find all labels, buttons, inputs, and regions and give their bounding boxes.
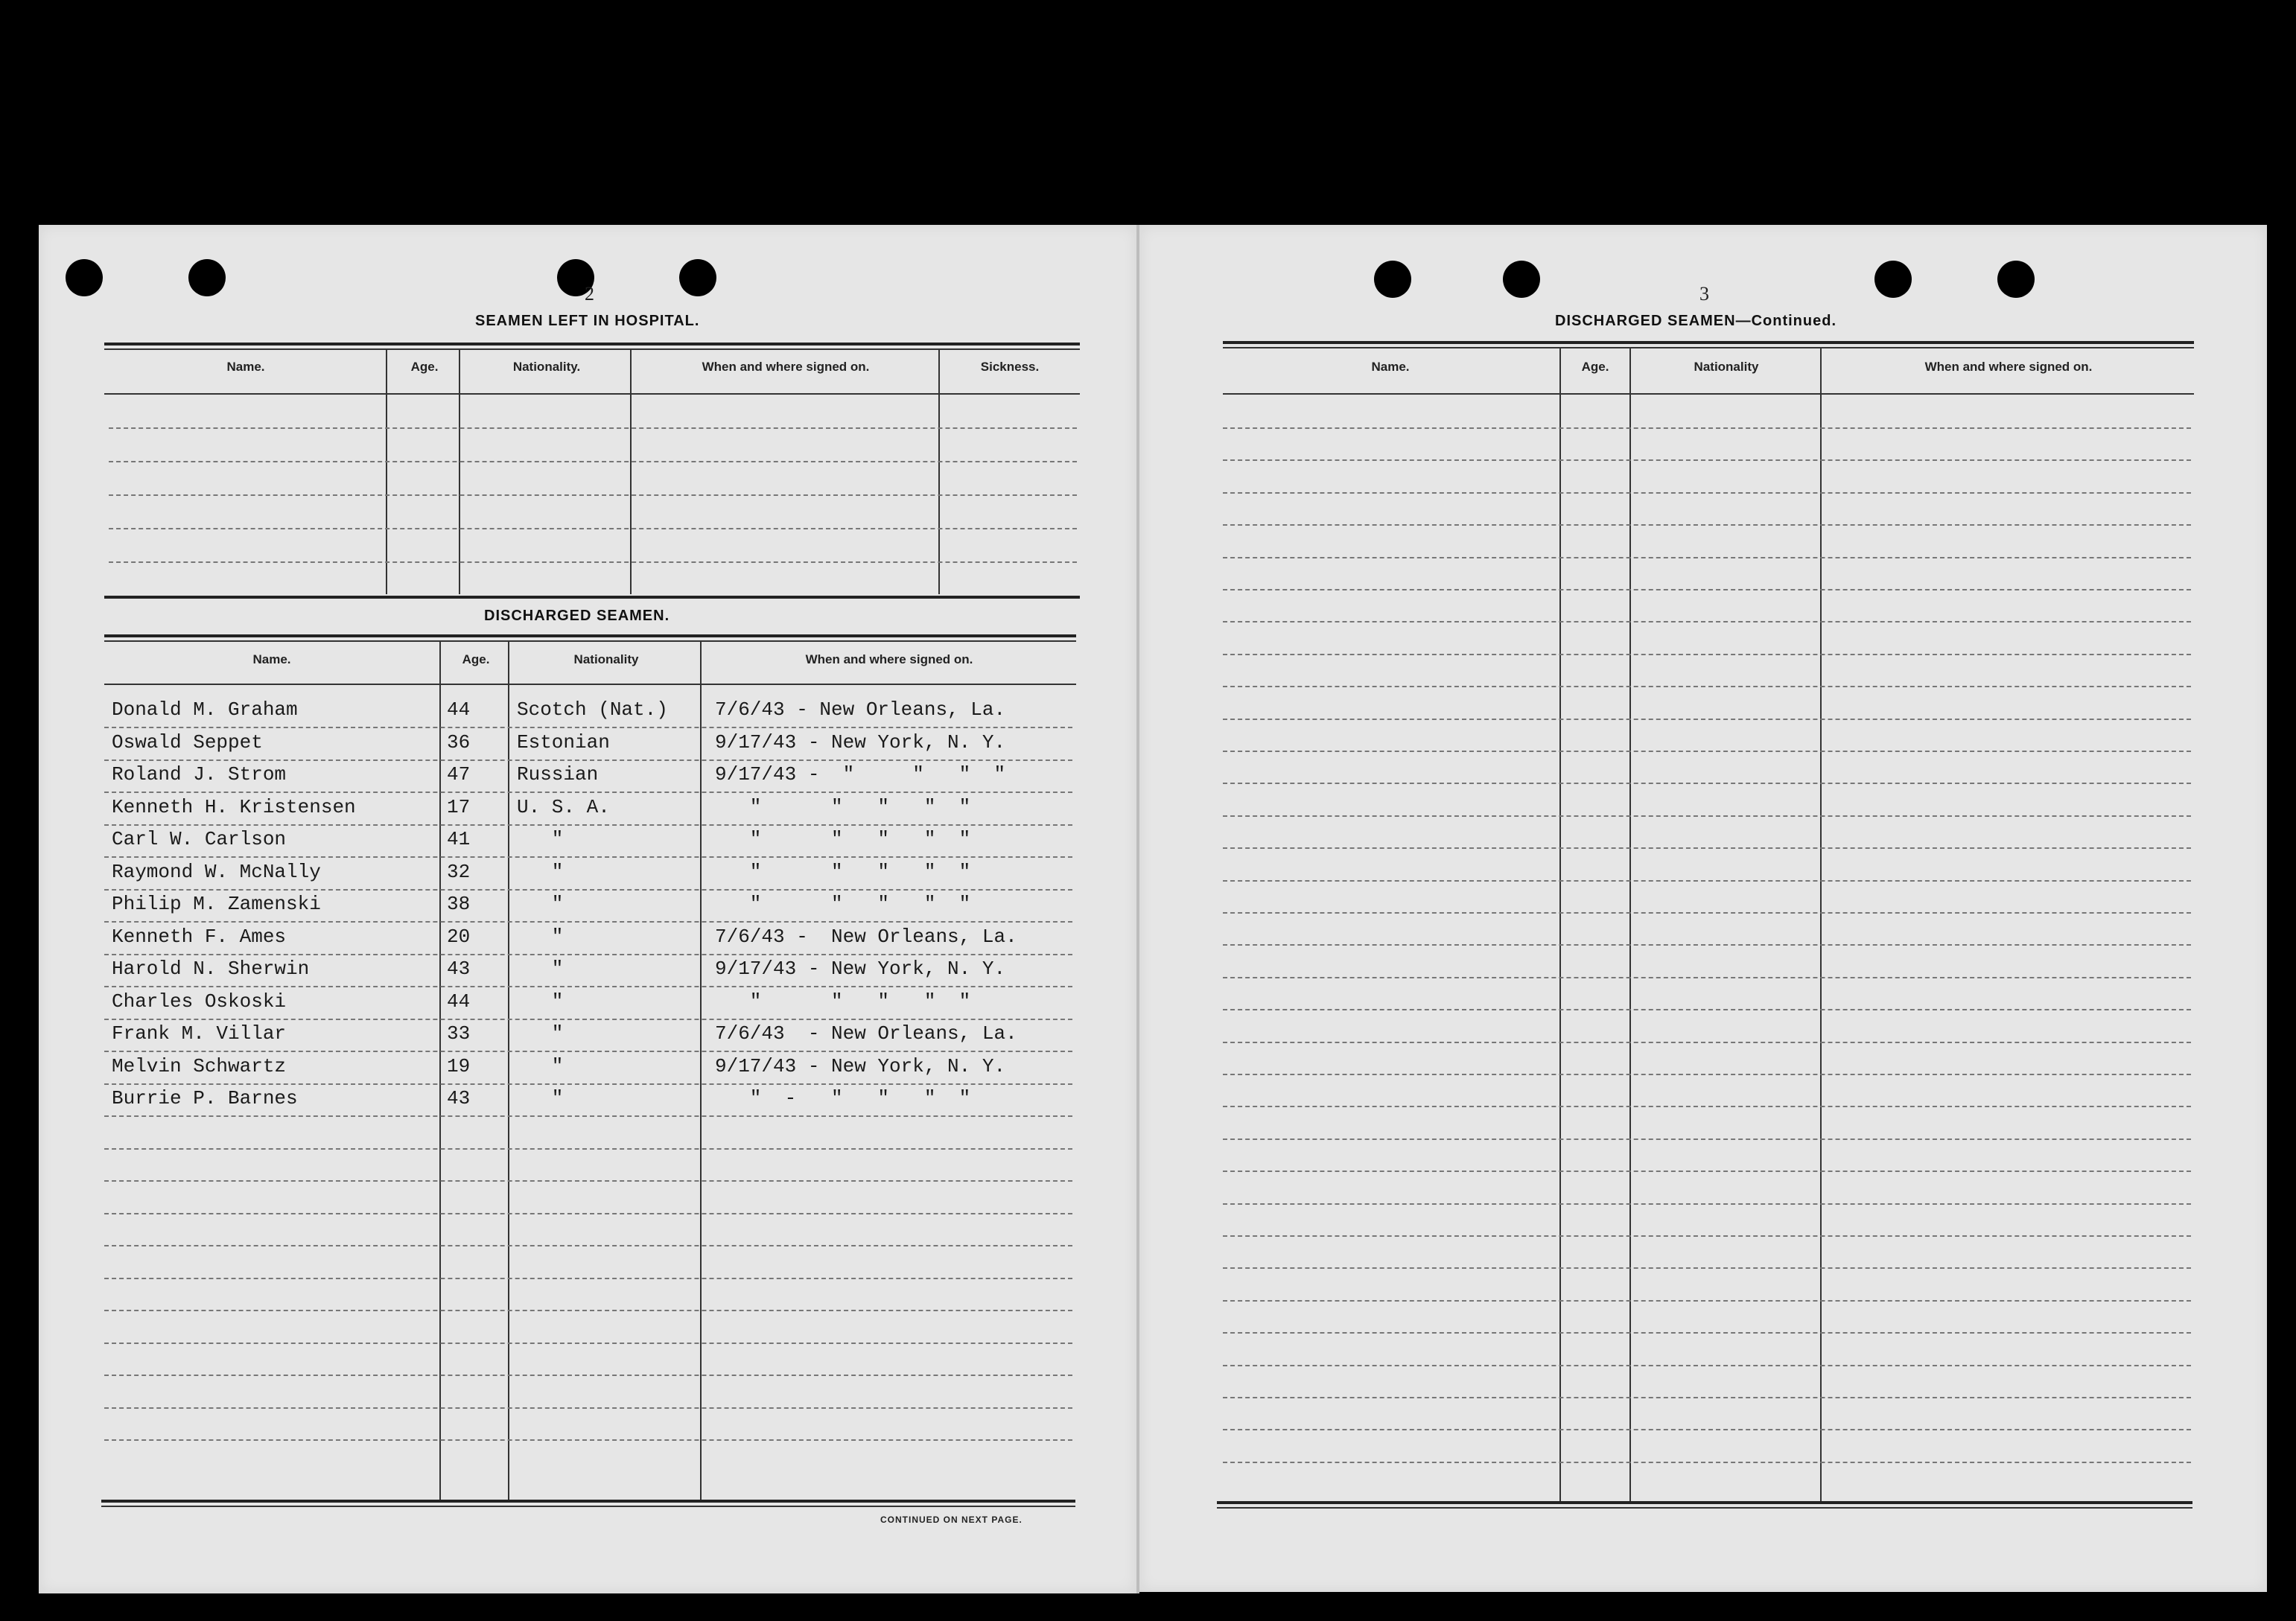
ruled-line: [1223, 1332, 2191, 1334]
ruled-line: [1223, 557, 2191, 558]
hospital-col-age: Age.: [410, 360, 439, 374]
seaman-age: 32: [447, 860, 471, 883]
binder-hole: [1874, 261, 1912, 298]
hospital-col-nationality: Nationality.: [512, 360, 581, 374]
ruled-line: [1223, 1300, 2191, 1302]
ruled-line: [1223, 912, 2191, 914]
seaman-age: 19: [447, 1054, 471, 1077]
ruled-line: [1223, 1074, 2191, 1075]
seaman-age: 36: [447, 730, 471, 754]
ruled-line: [104, 1343, 1072, 1344]
seaman-age: 38: [447, 893, 471, 915]
seaman-signed-on: 7/6/43 - New Orleans, La.: [715, 1022, 1017, 1045]
seaman-nationality: ": [517, 860, 564, 883]
ruled-line: [104, 1180, 1072, 1182]
hospital-col-divider: [459, 348, 460, 594]
hospital-col-sickness: Sickness.: [980, 360, 1040, 374]
ruled-line: [1223, 783, 2191, 784]
seaman-nationality: ": [517, 893, 564, 915]
continued-note: CONTINUED ON NEXT PAGE.: [880, 1515, 1023, 1525]
seaman-signed-on: 9/17/43 - New York, N. Y.: [715, 1054, 1006, 1077]
discharged-top-rule: [104, 634, 1076, 637]
right-bottom-rule-2: [1217, 1507, 2192, 1509]
ruled-line: [104, 986, 1072, 987]
right-col-age: Age.: [1581, 360, 1609, 374]
seaman-signed-on: 7/6/43 - New Orleans, La.: [715, 698, 1006, 721]
binder-hole: [66, 259, 103, 296]
page-number-left: 2: [585, 283, 594, 305]
ruled-line: [109, 528, 1077, 529]
hospital-bottom-rule: [104, 596, 1080, 599]
seaman-nationality: ": [517, 828, 564, 850]
seaman-age: 41: [447, 828, 471, 850]
seaman-name: Raymond W. McNally: [112, 860, 321, 883]
ruled-line: [1223, 1106, 2191, 1107]
right-col-signed-on: When and where signed on.: [1924, 360, 2093, 374]
seaman-nationality: Scotch (Nat.): [517, 698, 668, 721]
hospital-col-divider: [630, 348, 632, 594]
ruled-line: [1223, 977, 2191, 978]
ruled-line: [1223, 654, 2191, 655]
right-col-divider: [1559, 347, 1561, 1503]
ruled-line: [1223, 459, 2191, 461]
ruled-line: [104, 1278, 1072, 1279]
right-bottom-rule: [1217, 1501, 2192, 1504]
discharged-col-name: Name.: [252, 652, 291, 666]
ruled-line: [1223, 492, 2191, 494]
binder-hole: [1374, 261, 1411, 298]
ruled-line: [104, 824, 1072, 826]
ruled-line: [104, 954, 1072, 955]
hospital-col-name: Name.: [226, 360, 265, 374]
seaman-name: Donald M. Graham: [112, 698, 298, 721]
seaman-signed-on: " " " " ": [715, 893, 971, 915]
ruled-line: [1223, 1365, 2191, 1366]
ruled-line: [109, 561, 1077, 563]
seaman-name: Charles Oskoski: [112, 990, 287, 1013]
discharged-col-age: Age.: [462, 652, 490, 666]
continued-section-title: DISCHARGED SEAMEN—Continued.: [1555, 313, 1837, 329]
ruled-line: [109, 461, 1077, 462]
discharged-header-rule: [104, 684, 1076, 685]
seaman-age: 20: [447, 925, 471, 948]
ruled-line: [1223, 1138, 2191, 1140]
seaman-signed-on: 9/17/43 - New York, N. Y.: [715, 730, 1006, 754]
discharged-col-signed-on: When and where signed on.: [805, 652, 973, 666]
hospital-col-divider: [938, 348, 940, 594]
ruled-line: [104, 889, 1072, 891]
seaman-signed-on: 9/17/43 - " " " ": [715, 763, 1006, 786]
ruled-line: [104, 792, 1072, 793]
seaman-nationality: ": [517, 1087, 564, 1109]
seaman-age: 33: [447, 1022, 471, 1045]
seaman-age: 44: [447, 698, 471, 721]
discharged-col-divider: [700, 640, 702, 1501]
seaman-nationality: Estonian: [517, 730, 610, 754]
page-number-right: 3: [1699, 283, 1709, 305]
seaman-name: Carl W. Carlson: [112, 828, 287, 850]
right-top-rule-2: [1223, 347, 2194, 348]
seaman-signed-on: 7/6/43 - New Orleans, La.: [715, 925, 1017, 948]
ruled-line: [1223, 1203, 2191, 1205]
seaman-age: 43: [447, 1087, 471, 1109]
seaman-name: Burrie P. Barnes: [112, 1087, 298, 1109]
seaman-signed-on: " " " " ": [715, 860, 971, 883]
ruled-line: [1223, 815, 2191, 817]
ruled-line: [1223, 751, 2191, 752]
ruled-line: [1223, 621, 2191, 622]
ruled-line: [104, 759, 1072, 761]
ruled-line: [1223, 1267, 2191, 1269]
seaman-name: Roland J. Strom: [112, 763, 287, 786]
seaman-age: 17: [447, 795, 471, 818]
ruled-line: [104, 1310, 1072, 1311]
seaman-nationality: ": [517, 990, 564, 1013]
ruled-line: [1223, 1429, 2191, 1430]
discharged-col-divider: [439, 640, 441, 1501]
ruled-line: [1223, 1009, 2191, 1010]
seaman-name: Kenneth H. Kristensen: [112, 795, 356, 818]
ruled-line: [1223, 880, 2191, 882]
right-col-divider: [1820, 347, 1822, 1503]
ruled-line: [104, 1213, 1072, 1214]
hospital-section-title: SEAMEN LEFT IN HOSPITAL.: [475, 313, 700, 329]
ruled-line: [104, 1115, 1072, 1117]
ruled-line: [104, 727, 1072, 728]
ruled-line: [104, 1375, 1072, 1376]
right-header-rule: [1223, 393, 2194, 395]
ruled-line: [1223, 847, 2191, 849]
ruled-line: [104, 1439, 1072, 1441]
right-col-name: Name.: [1371, 360, 1410, 374]
hospital-top-rule-2: [104, 348, 1080, 350]
right-top-rule: [1223, 341, 2194, 344]
ruled-line: [1223, 524, 2191, 526]
seaman-nationality: Russian: [517, 763, 599, 786]
ruled-line: [1223, 944, 2191, 946]
ruled-line: [104, 1407, 1072, 1409]
seaman-name: Oswald Seppet: [112, 730, 263, 754]
hospital-col-divider: [386, 348, 387, 594]
seaman-name: Frank M. Villar: [112, 1022, 287, 1045]
seaman-signed-on: " " " " ": [715, 990, 971, 1013]
ruled-line: [1223, 589, 2191, 590]
seaman-nationality: ": [517, 958, 564, 980]
discharged-col-nationality: Nationality: [573, 652, 639, 666]
ruled-line: [104, 1051, 1072, 1052]
right-page: [1139, 225, 2267, 1592]
seaman-nationality: U. S. A.: [517, 795, 610, 818]
seaman-signed-on: " - " " " ": [715, 1087, 971, 1109]
seaman-age: 47: [447, 763, 471, 786]
ruled-line: [109, 494, 1077, 496]
seaman-nationality: ": [517, 925, 564, 948]
ruled-line: [1223, 1397, 2191, 1398]
seaman-age: 43: [447, 958, 471, 980]
seaman-name: Melvin Schwartz: [112, 1054, 287, 1077]
right-col-divider: [1629, 347, 1631, 1503]
ruled-line: [1223, 1462, 2191, 1463]
ruled-line: [1223, 1235, 2191, 1237]
discharged-top-rule-2: [104, 640, 1076, 642]
seaman-signed-on: " " " " ": [715, 795, 971, 818]
ruled-line: [104, 1148, 1072, 1150]
discharged-bottom-rule: [101, 1500, 1075, 1503]
seaman-nationality: ": [517, 1054, 564, 1077]
ruled-line: [104, 1245, 1072, 1246]
ruled-line: [1223, 1171, 2191, 1172]
seaman-nationality: ": [517, 1022, 564, 1045]
seaman-signed-on: 9/17/43 - New York, N. Y.: [715, 958, 1006, 980]
seaman-name: Philip M. Zamenski: [112, 893, 321, 915]
seaman-age: 44: [447, 990, 471, 1013]
right-col-nationality: Nationality: [1694, 360, 1759, 374]
binder-hole: [1997, 261, 2035, 298]
binder-hole: [1503, 261, 1540, 298]
binder-hole: [188, 259, 226, 296]
binder-hole: [679, 259, 716, 296]
hospital-col-signed-on: When and where signed on.: [702, 360, 870, 374]
ruled-line: [1223, 427, 2191, 429]
ruled-line: [1223, 686, 2191, 687]
hospital-header-rule: [104, 393, 1080, 395]
ruled-line: [104, 856, 1072, 858]
ruled-line: [1223, 1042, 2191, 1043]
ruled-line: [109, 427, 1077, 429]
hospital-top-rule: [104, 343, 1080, 345]
ruled-line: [104, 1019, 1072, 1020]
discharged-section-title: DISCHARGED SEAMEN.: [484, 608, 670, 624]
ruled-line: [104, 1083, 1072, 1085]
discharged-bottom-rule-2: [101, 1506, 1075, 1507]
seaman-name: Kenneth F. Ames: [112, 925, 287, 948]
seaman-signed-on: " " " " ": [715, 828, 971, 850]
discharged-col-divider: [508, 640, 509, 1501]
ruled-line: [1223, 719, 2191, 720]
seaman-name: Harold N. Sherwin: [112, 958, 310, 980]
ruled-line: [104, 921, 1072, 923]
